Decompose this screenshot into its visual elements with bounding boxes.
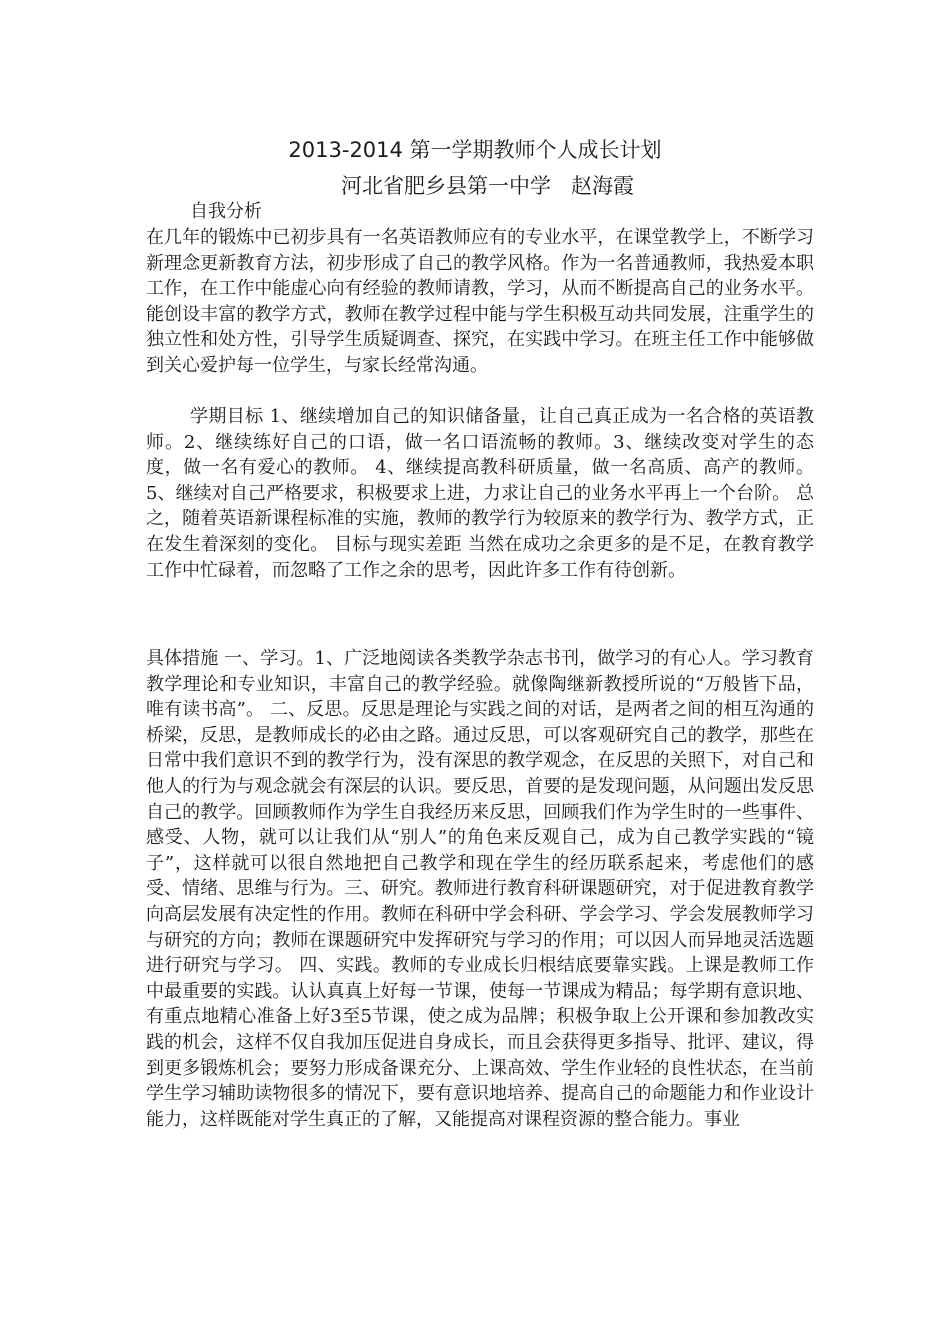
document-title: 2013-2014 第一学期教师个人成长计划 (288, 138, 662, 162)
paragraph-self-analysis: 在几年的锻炼中已初步具有一名英语教师应有的专业水平，在课堂教学上，不断学习新理念更新教育方法，初步形成了自己的教学风格。作为一名普通教师，我热爱本职工作，在工作中能虚心向有经验的教师请教，学习，从而不断提高自己的业务水平。能创设丰富的教学方式，教师在教学过程中能与学生积极互动共同发展，注重学生的独立性和处方性，引导学生质疑调查、探究，在实践中学习。在班主任工作中能够做到关心爱护每一位学生，与家长经常沟通。 (146, 227, 814, 376)
section-heading-self-analysis: 自我分析 (190, 201, 262, 222)
document-author: 河北省肥乡县第一中学 赵海霞 (341, 174, 635, 198)
paragraph-semester-goals: 学期目标 1、继续增加自己的知识储备量，让自己真正成为一名合格的英语教师。2、继续练好自己的口语，做一名口语流畅的教师。3、继续改变对学生的态度，做一名有爱心的教师。 4、继续提高教科研质量，做一名高质、高产的教师。 5、继续对自己严格要求，积极要求上进，力求让自己的业务水平再上一个台阶。 总之，随着英语新课程标准的实施，教师的教学行为较原来的教学行为、教学方式，正在发生着深刻的变化。 目标与现实差距 当然在成功之余更多的是不足，在教育教学工作中忙碌着，而忽略了工作之余的思考，因此许多工作有待创新。 (146, 406, 814, 581)
paragraph-specific-measures: 具体措施 一、学习。1、广泛地阅读各类教学杂志书刊，做学习的有心人。学习教育教学理论和专业知识，丰富自己的教学经验。就像陶继新教授所说的“万般皆下品，唯有读书高”。 二、反思。反思是理论与实践之间的对话，是两者之间的相互沟通的桥梁，反思，是教师成长的必由之路。通过反思，可以客观研究自己的教学，那些在日常中我们意识不到的教学行为，没有深思的教学观念，在反思的关照下，对自己和他人的行为与观念就会有深层的认识。要反思，首要的是发现问题，从问题出发反思自己的教学。回顾教师作为学生自我经历来反思，回顾我们作为学生时的一些事件、感受、人物，就可以让我们从“别人”的角色来反观自己，成为自己教学实践的“镜子”，这样就可以很自然地把自己教学和现在学生的经历联系起来，考虑他们的感受、情绪、思维与行为。三、研究。教师进行教育科研课题研究，对于促进教育教学向高层发展有决定性的作用。教师在科研中学会科研、学会学习、学会发展教师学习与研究的方向；教师在课题研究中发挥研究与学习的作用；可以因人而异地灵活选题进行研究与学习。 四、实践。教师的专业成长归根结底要靠实践。上课是教师工作中最重要的实践。认认真真上好每一节课，使每一节课成为精品；每学期有意识地、有重点地精心准备上好3至5节课，使之成为品牌；积极争取上公开课和参加教改实践的机会，这样不仅自我加压促进自身成长，而且会获得更多指导、批评、建议，得到更多锻炼机会；要努力形成备课充分、上课高效、学生作业轻的良性状态，在当前学生学习辅助读物很多的情况下，要有意识地培养、提高自己的命题能力和作业设计能力，这样既能对学生真正的了解，又能提高对课程资源的整合能力。事业 (146, 648, 814, 1130)
